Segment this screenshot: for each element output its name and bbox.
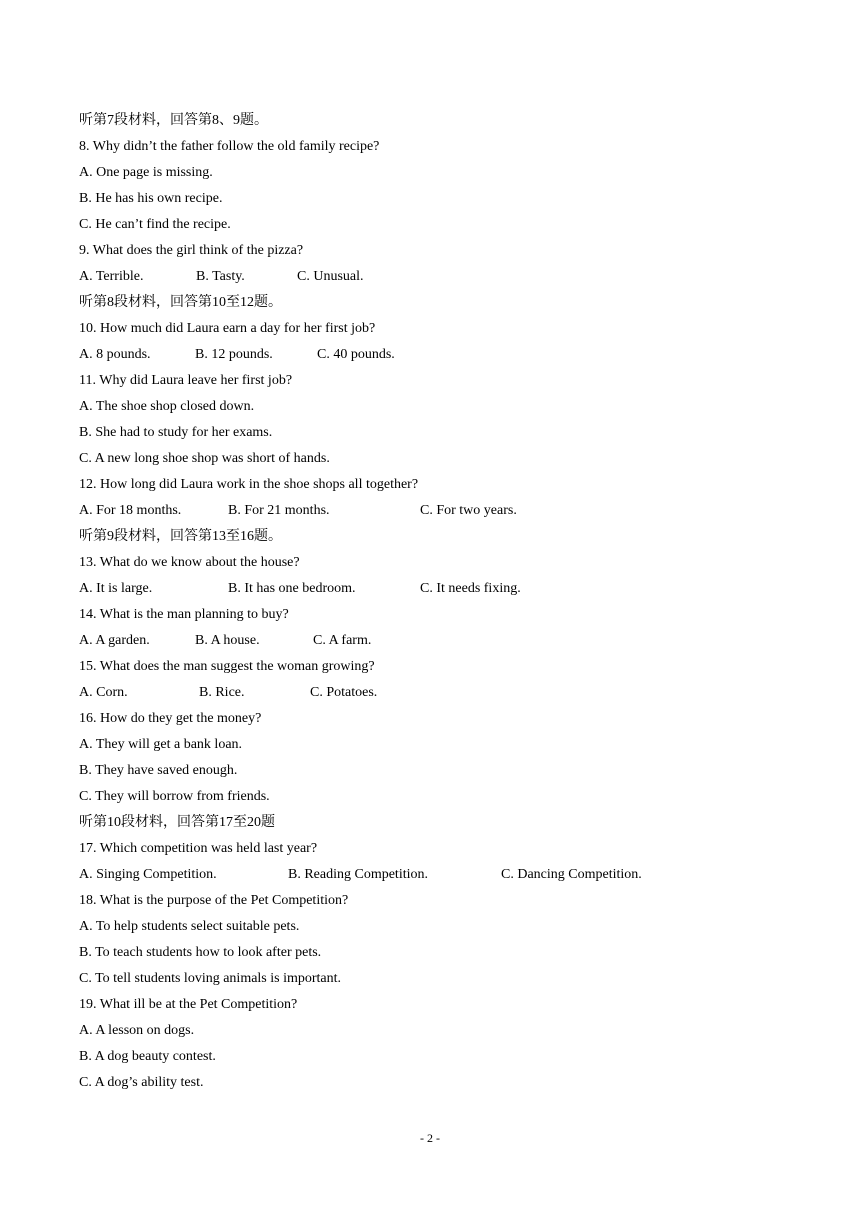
question-15-option-c: C. Potatoes. — [310, 685, 378, 700]
question-10-options — [79, 342, 779, 368]
section-heading-10: 听第10段材料，回答第17至20题 — [79, 815, 275, 830]
section-heading-9: 听第9段材料，回答第13至16题。 — [79, 529, 282, 544]
question-9-option-b: B. Tasty. — [196, 269, 245, 284]
question-16-option-b: B. They have saved enough. — [79, 763, 238, 778]
question-14-options — [79, 628, 779, 654]
question-10: 10. How much did Laura earn a day for her first job? — [79, 321, 376, 336]
question-12-option-c: C. For two years. — [420, 503, 517, 518]
question-13-options — [79, 576, 779, 602]
question-17: 17. Which competition was held last year? — [79, 841, 318, 856]
question-13-option-c: C. It needs fixing. — [420, 581, 521, 596]
question-18: 18. What is the purpose of the Pet Competition? — [79, 893, 349, 908]
question-8-option-b: B. He has his own recipe. — [79, 191, 223, 206]
question-14-option-c: C. A farm. — [313, 633, 372, 648]
question-19-option-a: A. A lesson on dogs. — [79, 1023, 195, 1038]
question-17-options — [79, 862, 779, 888]
question-17-option-a: A. Singing Competition. — [79, 867, 217, 882]
question-8: 8. Why didn’t the father follow the old family recipe? — [79, 139, 380, 154]
question-19: 19. What ill be at the Pet Competition? — [79, 997, 298, 1012]
question-12-option-a: A. For 18 months. — [79, 503, 182, 518]
question-17-option-c: C. Dancing Competition. — [501, 867, 642, 882]
question-18-option-a: A. To help students select suitable pets. — [79, 919, 300, 934]
question-11-option-c: C. A new long shoe shop was short of hands. — [79, 451, 330, 466]
question-16-option-c: C. They will borrow from friends. — [79, 789, 270, 804]
question-16: 16. How do they get the money? — [79, 711, 262, 726]
question-14: 14. What is the man planning to buy? — [79, 607, 289, 622]
question-11: 11. Why did Laura leave her first job? — [79, 373, 293, 388]
section-heading-8: 听第8段材料，回答第10至12题。 — [79, 295, 282, 310]
question-18-option-c: C. To tell students loving animals is important. — [79, 971, 342, 986]
question-11-option-b: B. She had to study for her exams. — [79, 425, 273, 440]
question-10-option-b: B. 12 pounds. — [195, 347, 273, 362]
question-8-option-a: A. One page is missing. — [79, 165, 213, 180]
question-9-options — [79, 264, 779, 290]
question-13: 13. What do we know about the house? — [79, 555, 300, 570]
question-15-options — [79, 680, 779, 706]
page-number: - 2 - — [420, 1131, 440, 1145]
question-15-option-b: B. Rice. — [199, 685, 245, 700]
question-19-option-c: C. A dog’s ability test. — [79, 1075, 204, 1090]
question-10-option-c: C. 40 pounds. — [317, 347, 395, 362]
question-14-option-a: A. A garden. — [79, 633, 150, 648]
question-12-option-b: B. For 21 months. — [228, 503, 330, 518]
question-8-option-c: C. He can’t find the recipe. — [79, 217, 231, 232]
question-13-option-b: B. It has one bedroom. — [228, 581, 356, 596]
question-9-option-c: C. Unusual. — [297, 269, 364, 284]
question-16-option-a: A. They will get a bank loan. — [79, 737, 243, 752]
question-12: 12. How long did Laura work in the shoe shops all together? — [79, 477, 419, 492]
question-18-option-b: B. To teach students how to look after pets. — [79, 945, 322, 960]
question-10-option-a: A. 8 pounds. — [79, 347, 151, 362]
question-15: 15. What does the man suggest the woman growing? — [79, 659, 375, 674]
section-heading-7: 听第7段材料，回答第8、9题。 — [79, 113, 268, 128]
question-12-options — [79, 498, 779, 524]
question-14-option-b: B. A house. — [195, 633, 260, 648]
question-11-option-a: A. The shoe shop closed down. — [79, 399, 255, 414]
question-17-option-b: B. Reading Competition. — [288, 867, 428, 882]
question-19-option-b: B. A dog beauty contest. — [79, 1049, 216, 1064]
question-9-option-a: A. Terrible. — [79, 269, 144, 284]
listening-section — [79, 108, 779, 1096]
question-13-option-a: A. It is large. — [79, 581, 153, 596]
question-9: 9. What does the girl think of the pizza? — [79, 243, 304, 258]
question-15-option-a: A. Corn. — [79, 685, 128, 700]
